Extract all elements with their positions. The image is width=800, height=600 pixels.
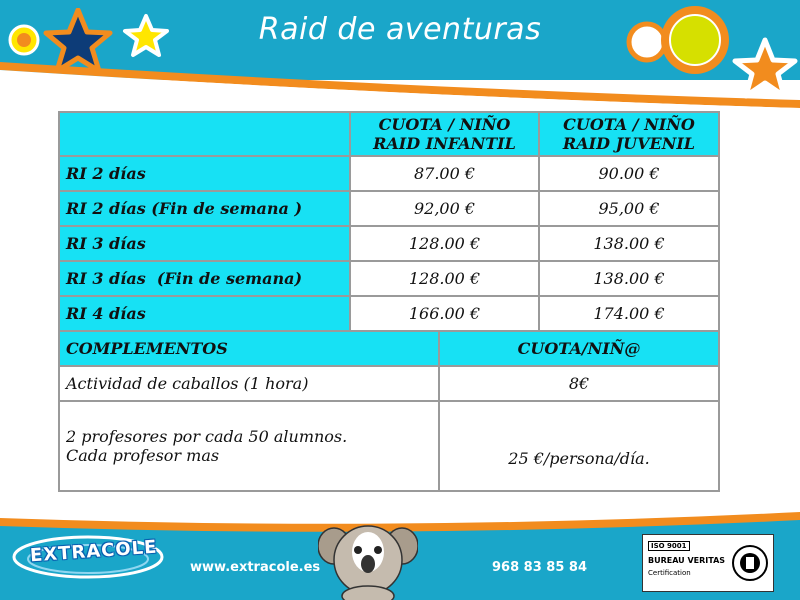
phone-number: 968 83 85 84 bbox=[492, 560, 587, 575]
row-label: RI 2 días bbox=[59, 156, 350, 191]
row-label: RI 4 días bbox=[59, 296, 350, 331]
table-corner-cell bbox=[59, 112, 350, 156]
koala-mascot bbox=[318, 518, 418, 600]
price-juvenil: 138.00 € bbox=[539, 261, 719, 296]
header-raid-infantil: CUOTA / NIÑO RAID INFANTIL bbox=[350, 112, 539, 156]
row-label: RI 3 días (Fin de semana) bbox=[59, 261, 350, 296]
header-raid-juvenil: CUOTA / NIÑO RAID JUVENIL bbox=[539, 112, 719, 156]
price-juvenil: 138.00 € bbox=[539, 226, 719, 261]
complemento-profesores-label bbox=[59, 401, 439, 491]
complementos-header: COMPLEMENTOS bbox=[59, 331, 439, 366]
cert-name: BUREAU VERITAS bbox=[648, 556, 726, 565]
profesores-line-1: 2 profesores por cada 50 alumnos. bbox=[66, 427, 348, 446]
profesores-line-2: Cada profesor mas bbox=[66, 446, 220, 465]
complemento-profesores-price: 25 €/persona/día. bbox=[439, 401, 719, 491]
row-label: RI 3 días bbox=[59, 226, 350, 261]
price-infantil: 128.00 € bbox=[350, 261, 539, 296]
price-infantil: 166.00 € bbox=[350, 296, 539, 331]
price-infantil: 92,00 € bbox=[350, 191, 539, 226]
price-juvenil: 90.00 € bbox=[539, 156, 719, 191]
price-infantil: 128.00 € bbox=[350, 226, 539, 261]
bureau-veritas-badge bbox=[642, 534, 774, 592]
price-juvenil: 174.00 € bbox=[539, 296, 719, 331]
bureau-veritas-seal-icon bbox=[731, 539, 769, 587]
extracole-logo: EXTRACOLE bbox=[29, 536, 159, 567]
page-title: Raid de aventuras bbox=[258, 12, 542, 47]
price-table bbox=[58, 111, 720, 492]
cert-sub: Certification bbox=[648, 569, 691, 577]
complemento-caballos-label: Actividad de caballos (1 hora) bbox=[59, 366, 439, 401]
website-link[interactable]: www.extracole.es bbox=[190, 560, 321, 575]
complementos-price-header: CUOTA/NIÑ@ bbox=[439, 331, 719, 366]
price-juvenil: 95,00 € bbox=[539, 191, 719, 226]
cert-iso: ISO 9001 bbox=[648, 541, 690, 551]
row-label: RI 2 días (Fin de semana ) bbox=[59, 191, 350, 226]
complemento-caballos-price: 8€ bbox=[439, 366, 719, 401]
price-infantil: 87.00 € bbox=[350, 156, 539, 191]
